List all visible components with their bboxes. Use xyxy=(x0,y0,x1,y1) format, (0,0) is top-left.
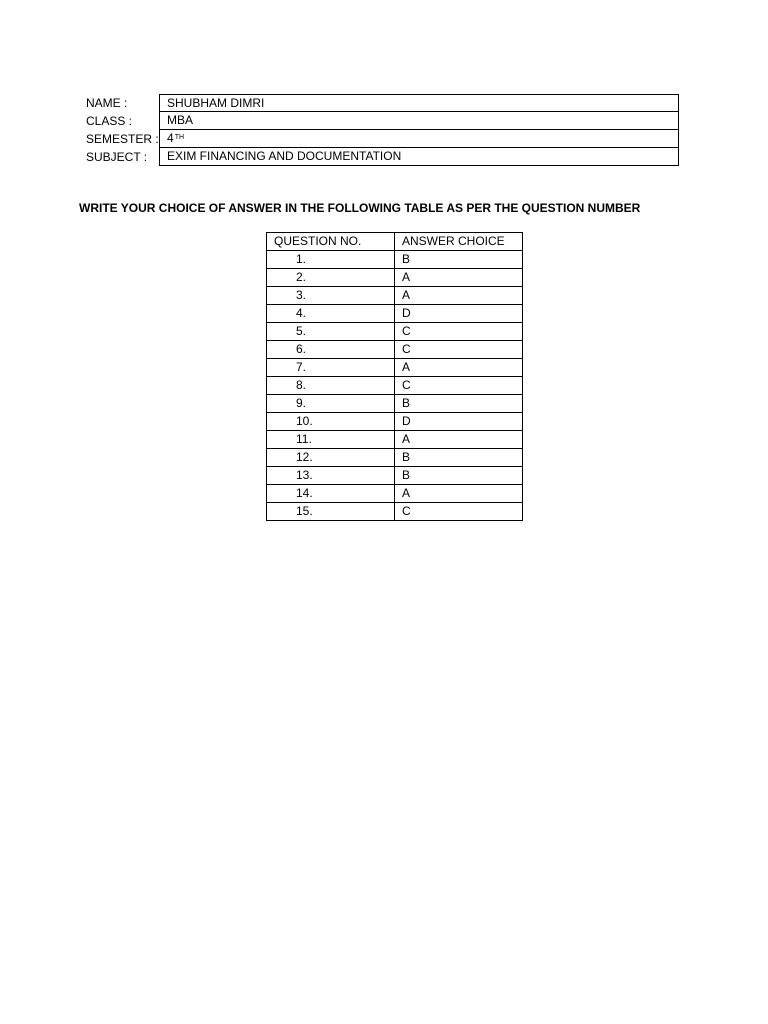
question-number: 6. xyxy=(267,341,395,359)
question-number: 2. xyxy=(267,269,395,287)
subject-value-box xyxy=(159,148,679,166)
answer-table-header-row xyxy=(267,233,523,251)
answer-choice: C xyxy=(395,341,523,359)
name-label: NAME : xyxy=(86,96,128,110)
table-row xyxy=(267,269,523,287)
question-number: 9. xyxy=(267,395,395,413)
table-row xyxy=(267,467,523,485)
subject-label: SUBJECT : xyxy=(86,150,148,164)
semester-value-wrap xyxy=(167,130,184,147)
class-value-box xyxy=(159,112,679,130)
question-number: 4. xyxy=(267,305,395,323)
question-number: 7. xyxy=(267,359,395,377)
name-value: SHUBHAM DIMRI xyxy=(167,96,265,110)
table-row xyxy=(267,503,523,521)
semester-value-box xyxy=(159,130,679,148)
question-number: 13. xyxy=(267,467,395,485)
question-number: 15. xyxy=(267,503,395,521)
answer-choice: B xyxy=(395,395,523,413)
answer-choice: D xyxy=(395,413,523,431)
semester-label: SEMESTER : xyxy=(86,132,159,146)
answer-choice: C xyxy=(395,323,523,341)
class-label: CLASS : xyxy=(86,114,133,128)
name-value-box xyxy=(159,94,679,112)
table-row xyxy=(267,395,523,413)
answer-choice-header: ANSWER CHOICE xyxy=(395,233,523,251)
question-number: 12. xyxy=(267,449,395,467)
table-row xyxy=(267,341,523,359)
question-number: 14. xyxy=(267,485,395,503)
instruction-text: WRITE YOUR CHOICE OF ANSWER IN THE FOLLOWING TABLE AS PER THE QUESTION NUMBER xyxy=(79,201,641,215)
answer-choice: B xyxy=(395,449,523,467)
table-row xyxy=(267,485,523,503)
table-row xyxy=(267,287,523,305)
table-row xyxy=(267,305,523,323)
question-number: 3. xyxy=(267,287,395,305)
subject-value: EXIM FINANCING AND DOCUMENTATION xyxy=(167,149,402,163)
answer-choice: B xyxy=(395,467,523,485)
question-number: 1. xyxy=(267,251,395,269)
table-row xyxy=(267,431,523,449)
answer-choice: A xyxy=(395,287,523,305)
table-row xyxy=(267,251,523,269)
answer-choice: C xyxy=(395,377,523,395)
question-number: 5. xyxy=(267,323,395,341)
answer-table xyxy=(266,232,523,521)
answer-choice: A xyxy=(395,485,523,503)
question-number: 8. xyxy=(267,377,395,395)
table-row xyxy=(267,359,523,377)
class-value: MBA xyxy=(167,113,194,127)
question-number: 11. xyxy=(267,431,395,449)
semester-value: 4 xyxy=(167,131,174,145)
table-row xyxy=(267,323,523,341)
answer-choice: A xyxy=(395,269,523,287)
question-number: 10. xyxy=(267,413,395,431)
table-row xyxy=(267,449,523,467)
question-no-header: QUESTION NO. xyxy=(267,233,395,251)
table-row xyxy=(267,377,523,395)
semester-suffix: TH xyxy=(174,134,185,141)
answer-choice: B xyxy=(395,251,523,269)
answer-choice: A xyxy=(395,359,523,377)
answer-choice: D xyxy=(395,305,523,323)
answer-choice: A xyxy=(395,431,523,449)
answer-choice: C xyxy=(395,503,523,521)
table-row xyxy=(267,413,523,431)
